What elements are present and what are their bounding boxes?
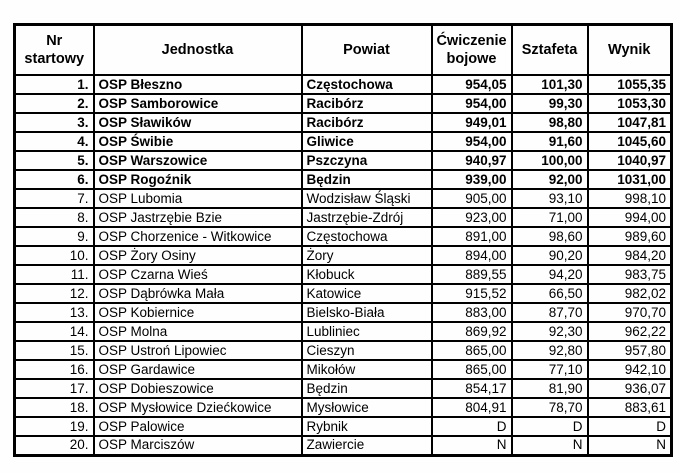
cell-wynik: 1045,60 bbox=[588, 132, 672, 151]
cell-powiat: Mikołów bbox=[302, 360, 432, 379]
cell-powiat: Gliwice bbox=[302, 132, 432, 151]
cell-wynik: 994,00 bbox=[588, 208, 672, 227]
header-row bbox=[15, 25, 672, 76]
table-row bbox=[15, 303, 672, 322]
cell-sztafeta: 66,50 bbox=[512, 284, 588, 303]
cell-cwiczenie-bojowe: 804,91 bbox=[432, 398, 512, 417]
cell-powiat: Rybnik bbox=[302, 417, 432, 436]
cell-powiat: Częstochowa bbox=[302, 227, 432, 246]
table-row bbox=[15, 94, 672, 113]
cell-sztafeta: 98,80 bbox=[512, 113, 588, 132]
cell-cwiczenie-bojowe: 854,17 bbox=[432, 379, 512, 398]
cell-sztafeta: 71,00 bbox=[512, 208, 588, 227]
cell-nr-startowy: 19. bbox=[15, 417, 94, 436]
table-row bbox=[15, 208, 672, 227]
cell-jednostka: OSP Palowice bbox=[94, 417, 302, 436]
cell-wynik: 962,22 bbox=[588, 322, 672, 341]
cell-jednostka: OSP Mysłowice Dziećkowice bbox=[94, 398, 302, 417]
cell-wynik: 936,07 bbox=[588, 379, 672, 398]
cell-sztafeta: D bbox=[512, 417, 588, 436]
cell-jednostka: OSP Dobieszowice bbox=[94, 379, 302, 398]
table-row bbox=[15, 227, 672, 246]
table-row bbox=[15, 341, 672, 360]
cell-wynik: 957,80 bbox=[588, 341, 672, 360]
cell-wynik: 1031,00 bbox=[588, 170, 672, 189]
cell-powiat: Cieszyn bbox=[302, 341, 432, 360]
cell-sztafeta: 93,10 bbox=[512, 189, 588, 208]
cell-nr-startowy: 18. bbox=[15, 398, 94, 417]
cell-powiat: Będzin bbox=[302, 379, 432, 398]
cell-cwiczenie-bojowe: N bbox=[432, 436, 512, 455]
cell-cwiczenie-bojowe: 915,52 bbox=[432, 284, 512, 303]
cell-wynik: 983,75 bbox=[588, 265, 672, 284]
cell-sztafeta: 91,60 bbox=[512, 132, 588, 151]
table-row bbox=[15, 360, 672, 379]
cell-wynik: 984,20 bbox=[588, 246, 672, 265]
cell-jednostka: OSP Żory Osiny bbox=[94, 246, 302, 265]
cell-nr-startowy: 14. bbox=[15, 322, 94, 341]
cell-nr-startowy: 13. bbox=[15, 303, 94, 322]
cell-cwiczenie-bojowe: 949,01 bbox=[432, 113, 512, 132]
table-row bbox=[15, 75, 672, 94]
cell-wynik: 970,70 bbox=[588, 303, 672, 322]
cell-sztafeta: 77,10 bbox=[512, 360, 588, 379]
cell-jednostka: OSP Chorzenice - Witkowice bbox=[94, 227, 302, 246]
cell-powiat: Kłobuck bbox=[302, 265, 432, 284]
table-row bbox=[15, 284, 672, 303]
cell-jednostka: OSP Warszowice bbox=[94, 151, 302, 170]
cell-nr-startowy: 20. bbox=[15, 436, 94, 455]
cell-powiat: Wodzisław Śląski bbox=[302, 189, 432, 208]
cell-wynik: 982,02 bbox=[588, 284, 672, 303]
cell-wynik: 883,61 bbox=[588, 398, 672, 417]
cell-jednostka: OSP Rogoźnik bbox=[94, 170, 302, 189]
cell-cwiczenie-bojowe: D bbox=[432, 417, 512, 436]
cell-nr-startowy: 11. bbox=[15, 265, 94, 284]
table-row bbox=[15, 265, 672, 284]
cell-cwiczenie-bojowe: 940,97 bbox=[432, 151, 512, 170]
col-header-jednostka: Jednostka bbox=[94, 25, 302, 76]
cell-wynik: 1053,30 bbox=[588, 94, 672, 113]
cell-nr-startowy: 4. bbox=[15, 132, 94, 151]
cell-wynik: 1055,35 bbox=[588, 75, 672, 94]
cell-cwiczenie-bojowe: 883,00 bbox=[432, 303, 512, 322]
col-header-nr-startowy: Nr startowy bbox=[15, 25, 94, 76]
cell-powiat: Katowice bbox=[302, 284, 432, 303]
cell-jednostka: OSP Gardawice bbox=[94, 360, 302, 379]
table-row bbox=[15, 113, 672, 132]
cell-nr-startowy: 5. bbox=[15, 151, 94, 170]
cell-cwiczenie-bojowe: 954,00 bbox=[432, 132, 512, 151]
cell-cwiczenie-bojowe: 954,05 bbox=[432, 75, 512, 94]
cell-powiat: Racibórz bbox=[302, 94, 432, 113]
table-row bbox=[15, 417, 672, 436]
cell-jednostka: OSP Molna bbox=[94, 322, 302, 341]
cell-wynik: 998,10 bbox=[588, 189, 672, 208]
cell-cwiczenie-bojowe: 939,00 bbox=[432, 170, 512, 189]
cell-nr-startowy: 16. bbox=[15, 360, 94, 379]
cell-nr-startowy: 10. bbox=[15, 246, 94, 265]
cell-nr-startowy: 2. bbox=[15, 94, 94, 113]
cell-jednostka: OSP Marciszów bbox=[94, 436, 302, 455]
cell-nr-startowy: 1. bbox=[15, 75, 94, 94]
col-header-sztafeta: Sztafeta bbox=[512, 25, 588, 76]
cell-wynik: N bbox=[588, 436, 672, 455]
cell-cwiczenie-bojowe: 894,00 bbox=[432, 246, 512, 265]
cell-sztafeta: 90,20 bbox=[512, 246, 588, 265]
cell-cwiczenie-bojowe: 891,00 bbox=[432, 227, 512, 246]
cell-nr-startowy: 6. bbox=[15, 170, 94, 189]
table-body bbox=[15, 75, 672, 455]
cell-nr-startowy: 12. bbox=[15, 284, 94, 303]
cell-cwiczenie-bojowe: 865,00 bbox=[432, 341, 512, 360]
cell-powiat: Częstochowa bbox=[302, 75, 432, 94]
cell-cwiczenie-bojowe: 869,92 bbox=[432, 322, 512, 341]
cell-jednostka: OSP Świbie bbox=[94, 132, 302, 151]
cell-jednostka: OSP Jastrzębie Bzie bbox=[94, 208, 302, 227]
cell-wynik: 942,10 bbox=[588, 360, 672, 379]
cell-jednostka: OSP Dąbrówka Mała bbox=[94, 284, 302, 303]
table-row bbox=[15, 398, 672, 417]
table-row bbox=[15, 132, 672, 151]
cell-nr-startowy: 17. bbox=[15, 379, 94, 398]
cell-powiat: Racibórz bbox=[302, 113, 432, 132]
cell-cwiczenie-bojowe: 865,00 bbox=[432, 360, 512, 379]
cell-powiat: Bielsko-Biała bbox=[302, 303, 432, 322]
cell-sztafeta: 94,20 bbox=[512, 265, 588, 284]
cell-powiat: Mysłowice bbox=[302, 398, 432, 417]
cell-cwiczenie-bojowe: 905,00 bbox=[432, 189, 512, 208]
cell-sztafeta: 78,70 bbox=[512, 398, 588, 417]
cell-cwiczenie-bojowe: 954,00 bbox=[432, 94, 512, 113]
cell-jednostka: OSP Ustroń Lipowiec bbox=[94, 341, 302, 360]
cell-powiat: Lubliniec bbox=[302, 322, 432, 341]
cell-sztafeta: 92,80 bbox=[512, 341, 588, 360]
cell-nr-startowy: 7. bbox=[15, 189, 94, 208]
table-row bbox=[15, 436, 672, 455]
cell-sztafeta: 100,00 bbox=[512, 151, 588, 170]
cell-jednostka: OSP Czarna Wieś bbox=[94, 265, 302, 284]
cell-sztafeta: 81,90 bbox=[512, 379, 588, 398]
cell-sztafeta: 98,60 bbox=[512, 227, 588, 246]
cell-cwiczenie-bojowe: 889,55 bbox=[432, 265, 512, 284]
cell-powiat: Pszczyna bbox=[302, 151, 432, 170]
cell-wynik: 989,60 bbox=[588, 227, 672, 246]
cell-powiat: Żory bbox=[302, 246, 432, 265]
results-table bbox=[13, 23, 673, 457]
cell-nr-startowy: 15. bbox=[15, 341, 94, 360]
cell-sztafeta: N bbox=[512, 436, 588, 455]
cell-wynik: 1040,97 bbox=[588, 151, 672, 170]
col-header-wynik: Wynik bbox=[588, 25, 672, 76]
cell-sztafeta: 92,30 bbox=[512, 322, 588, 341]
cell-powiat: Będzin bbox=[302, 170, 432, 189]
cell-jednostka: OSP Samborowice bbox=[94, 94, 302, 113]
cell-nr-startowy: 9. bbox=[15, 227, 94, 246]
cell-jednostka: OSP Sławików bbox=[94, 113, 302, 132]
cell-powiat: Jastrzębie-Zdrój bbox=[302, 208, 432, 227]
cell-cwiczenie-bojowe: 923,00 bbox=[432, 208, 512, 227]
table-row bbox=[15, 322, 672, 341]
cell-sztafeta: 92,00 bbox=[512, 170, 588, 189]
col-header-powiat: Powiat bbox=[302, 25, 432, 76]
cell-jednostka: OSP Kobiernice bbox=[94, 303, 302, 322]
table-row bbox=[15, 151, 672, 170]
table-row bbox=[15, 170, 672, 189]
table-row bbox=[15, 246, 672, 265]
cell-sztafeta: 99,30 bbox=[512, 94, 588, 113]
col-header-cwiczenie-bojowe: Ćwiczenie bojowe bbox=[432, 25, 512, 76]
cell-sztafeta: 87,70 bbox=[512, 303, 588, 322]
cell-nr-startowy: 8. bbox=[15, 208, 94, 227]
cell-powiat: Zawiercie bbox=[302, 436, 432, 455]
table-row bbox=[15, 379, 672, 398]
cell-nr-startowy: 3. bbox=[15, 113, 94, 132]
cell-sztafeta: 101,30 bbox=[512, 75, 588, 94]
cell-jednostka: OSP Błeszno bbox=[94, 75, 302, 94]
cell-wynik: D bbox=[588, 417, 672, 436]
cell-wynik: 1047,81 bbox=[588, 113, 672, 132]
cell-jednostka: OSP Lubomia bbox=[94, 189, 302, 208]
table-row bbox=[15, 189, 672, 208]
